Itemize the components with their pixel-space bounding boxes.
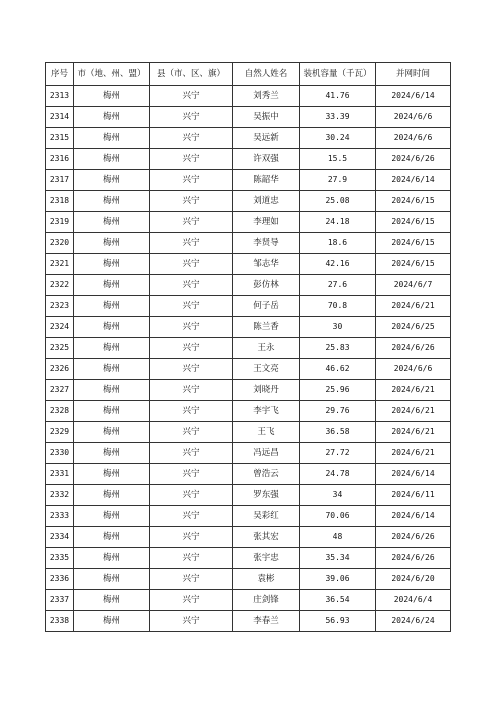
cell-person-name: 陈韶华 [233,170,300,191]
table-row [46,422,451,443]
cell-capacity: 34 [300,485,376,506]
cell-person-name: 吴远新 [233,128,300,149]
cell-person-name: 张宇忠 [233,548,300,569]
cell-seq: 2313 [46,86,74,107]
cell-person-name: 王永 [233,338,300,359]
cell-county: 兴宁 [150,233,233,254]
cell-grid-date: 2024/6/15 [376,212,451,233]
cell-county: 兴宁 [150,590,233,611]
cell-grid-date: 2024/6/26 [376,527,451,548]
cell-capacity: 48 [300,527,376,548]
cell-person-name: 邹志华 [233,254,300,275]
cell-county: 兴宁 [150,296,233,317]
cell-seq: 2326 [46,359,74,380]
table-row [46,506,451,527]
cell-county: 兴宁 [150,338,233,359]
cell-grid-date: 2024/6/14 [376,86,451,107]
cell-city: 梅州 [74,296,150,317]
cell-city: 梅州 [74,191,150,212]
cell-city: 梅州 [74,275,150,296]
cell-city: 梅州 [74,401,150,422]
cell-seq: 2324 [46,317,74,338]
cell-seq: 2331 [46,464,74,485]
table-body [46,86,451,632]
table-row [46,338,451,359]
cell-grid-date: 2024/6/14 [376,170,451,191]
table-row [46,212,451,233]
cell-city: 梅州 [74,128,150,149]
cell-city: 梅州 [74,548,150,569]
cell-person-name: 彭仿林 [233,275,300,296]
cell-county: 兴宁 [150,170,233,191]
table-row [46,548,451,569]
cell-grid-date: 2024/6/15 [376,191,451,212]
table-row [46,401,451,422]
table-row [46,149,451,170]
header-seq: 序号 [46,63,74,86]
table-row [46,527,451,548]
cell-capacity: 42.16 [300,254,376,275]
cell-city: 梅州 [74,485,150,506]
cell-city: 梅州 [74,212,150,233]
table-row [46,464,451,485]
cell-person-name: 李理如 [233,212,300,233]
cell-county: 兴宁 [150,380,233,401]
cell-grid-date: 2024/6/25 [376,317,451,338]
cell-grid-date: 2024/6/26 [376,548,451,569]
table-header-row [46,63,451,86]
cell-capacity: 30 [300,317,376,338]
cell-person-name: 何子岳 [233,296,300,317]
table-row [46,296,451,317]
cell-capacity: 39.06 [300,569,376,590]
cell-city: 梅州 [74,359,150,380]
table-row [46,569,451,590]
cell-person-name: 许双强 [233,149,300,170]
table-row [46,485,451,506]
cell-seq: 2327 [46,380,74,401]
cell-seq: 2314 [46,107,74,128]
cell-county: 兴宁 [150,485,233,506]
cell-person-name: 刘道忠 [233,191,300,212]
cell-city: 梅州 [74,86,150,107]
cell-seq: 2329 [46,422,74,443]
cell-capacity: 18.6 [300,233,376,254]
cell-grid-date: 2024/6/15 [376,233,451,254]
cell-city: 梅州 [74,233,150,254]
cell-grid-date: 2024/6/21 [376,443,451,464]
cell-grid-date: 2024/6/21 [376,380,451,401]
cell-capacity: 24.18 [300,212,376,233]
cell-person-name: 曾浩云 [233,464,300,485]
cell-grid-date: 2024/6/6 [376,359,451,380]
cell-person-name: 刘秀兰 [233,86,300,107]
cell-seq: 2335 [46,548,74,569]
header-grid-date: 并网时间 [376,63,451,86]
cell-seq: 2323 [46,296,74,317]
header-city: 市（地、州、盟） [74,63,150,86]
cell-capacity: 25.96 [300,380,376,401]
cell-seq: 2325 [46,338,74,359]
cell-person-name: 李宇飞 [233,401,300,422]
cell-grid-date: 2024/6/21 [376,422,451,443]
cell-capacity: 41.76 [300,86,376,107]
cell-county: 兴宁 [150,254,233,275]
header-person-name: 自然人姓名 [233,63,300,86]
cell-grid-date: 2024/6/21 [376,401,451,422]
cell-grid-date: 2024/6/26 [376,149,451,170]
cell-seq: 2330 [46,443,74,464]
table-row [46,254,451,275]
cell-seq: 2332 [46,485,74,506]
cell-person-name: 吴振中 [233,107,300,128]
cell-seq: 2321 [46,254,74,275]
cell-capacity: 25.83 [300,338,376,359]
cell-grid-date: 2024/6/7 [376,275,451,296]
cell-person-name: 李贤导 [233,233,300,254]
cell-seq: 2317 [46,170,74,191]
cell-capacity: 27.9 [300,170,376,191]
cell-county: 兴宁 [150,548,233,569]
cell-city: 梅州 [74,254,150,275]
cell-person-name: 罗东强 [233,485,300,506]
cell-seq: 2322 [46,275,74,296]
cell-county: 兴宁 [150,359,233,380]
table-row [46,191,451,212]
table-row [46,233,451,254]
cell-county: 兴宁 [150,212,233,233]
cell-grid-date: 2024/6/21 [376,296,451,317]
cell-capacity: 33.39 [300,107,376,128]
table-row [46,380,451,401]
table-row [46,170,451,191]
cell-county: 兴宁 [150,275,233,296]
cell-county: 兴宁 [150,569,233,590]
cell-seq: 2315 [46,128,74,149]
cell-county: 兴宁 [150,464,233,485]
cell-person-name: 王文亮 [233,359,300,380]
cell-county: 兴宁 [150,443,233,464]
cell-city: 梅州 [74,380,150,401]
cell-capacity: 36.58 [300,422,376,443]
cell-capacity: 56.93 [300,611,376,632]
cell-city: 梅州 [74,422,150,443]
cell-capacity: 70.8 [300,296,376,317]
cell-city: 梅州 [74,527,150,548]
cell-capacity: 24.78 [300,464,376,485]
header-county: 县（市、区、旗） [150,63,233,86]
cell-grid-date: 2024/6/26 [376,338,451,359]
cell-city: 梅州 [74,107,150,128]
cell-capacity: 46.62 [300,359,376,380]
cell-city: 梅州 [74,506,150,527]
cell-city: 梅州 [74,170,150,191]
cell-city: 梅州 [74,149,150,170]
table-row [46,107,451,128]
cell-seq: 2319 [46,212,74,233]
table-row [46,86,451,107]
cell-person-name: 陈兰香 [233,317,300,338]
table-row [46,128,451,149]
table-row [46,359,451,380]
cell-county: 兴宁 [150,611,233,632]
cell-city: 梅州 [74,464,150,485]
cell-capacity: 30.24 [300,128,376,149]
cell-capacity: 27.72 [300,443,376,464]
cell-person-name: 袁彬 [233,569,300,590]
table-row [46,443,451,464]
cell-grid-date: 2024/6/24 [376,611,451,632]
cell-city: 梅州 [74,443,150,464]
cell-county: 兴宁 [150,506,233,527]
cell-capacity: 70.06 [300,506,376,527]
cell-grid-date: 2024/6/20 [376,569,451,590]
cell-city: 梅州 [74,611,150,632]
cell-capacity: 36.54 [300,590,376,611]
cell-person-name: 王飞 [233,422,300,443]
cell-person-name: 刘晓丹 [233,380,300,401]
table-row [46,317,451,338]
table-row [46,611,451,632]
cell-grid-date: 2024/6/14 [376,464,451,485]
cell-capacity: 35.34 [300,548,376,569]
cell-county: 兴宁 [150,86,233,107]
cell-seq: 2338 [46,611,74,632]
cell-capacity: 27.6 [300,275,376,296]
cell-seq: 2337 [46,590,74,611]
cell-person-name: 张其宏 [233,527,300,548]
pv-installation-table [45,62,451,632]
cell-county: 兴宁 [150,107,233,128]
cell-person-name: 庄剑锋 [233,590,300,611]
cell-grid-date: 2024/6/11 [376,485,451,506]
cell-grid-date: 2024/6/15 [376,254,451,275]
cell-person-name: 李春兰 [233,611,300,632]
cell-grid-date: 2024/6/14 [376,506,451,527]
cell-seq: 2320 [46,233,74,254]
cell-county: 兴宁 [150,191,233,212]
cell-city: 梅州 [74,569,150,590]
cell-county: 兴宁 [150,527,233,548]
table-row [46,275,451,296]
header-capacity: 装机容量（千瓦） [300,63,376,86]
cell-county: 兴宁 [150,422,233,443]
cell-grid-date: 2024/6/6 [376,107,451,128]
cell-capacity: 25.08 [300,191,376,212]
cell-seq: 2333 [46,506,74,527]
cell-county: 兴宁 [150,317,233,338]
cell-county: 兴宁 [150,128,233,149]
cell-capacity: 15.5 [300,149,376,170]
cell-seq: 2328 [46,401,74,422]
cell-seq: 2318 [46,191,74,212]
cell-person-name: 冯远昌 [233,443,300,464]
cell-grid-date: 2024/6/4 [376,590,451,611]
cell-seq: 2336 [46,569,74,590]
cell-grid-date: 2024/6/6 [376,128,451,149]
cell-person-name: 吴彩红 [233,506,300,527]
cell-city: 梅州 [74,317,150,338]
cell-county: 兴宁 [150,149,233,170]
cell-seq: 2316 [46,149,74,170]
cell-county: 兴宁 [150,401,233,422]
cell-city: 梅州 [74,590,150,611]
table-row [46,590,451,611]
cell-city: 梅州 [74,338,150,359]
cell-seq: 2334 [46,527,74,548]
cell-capacity: 29.76 [300,401,376,422]
